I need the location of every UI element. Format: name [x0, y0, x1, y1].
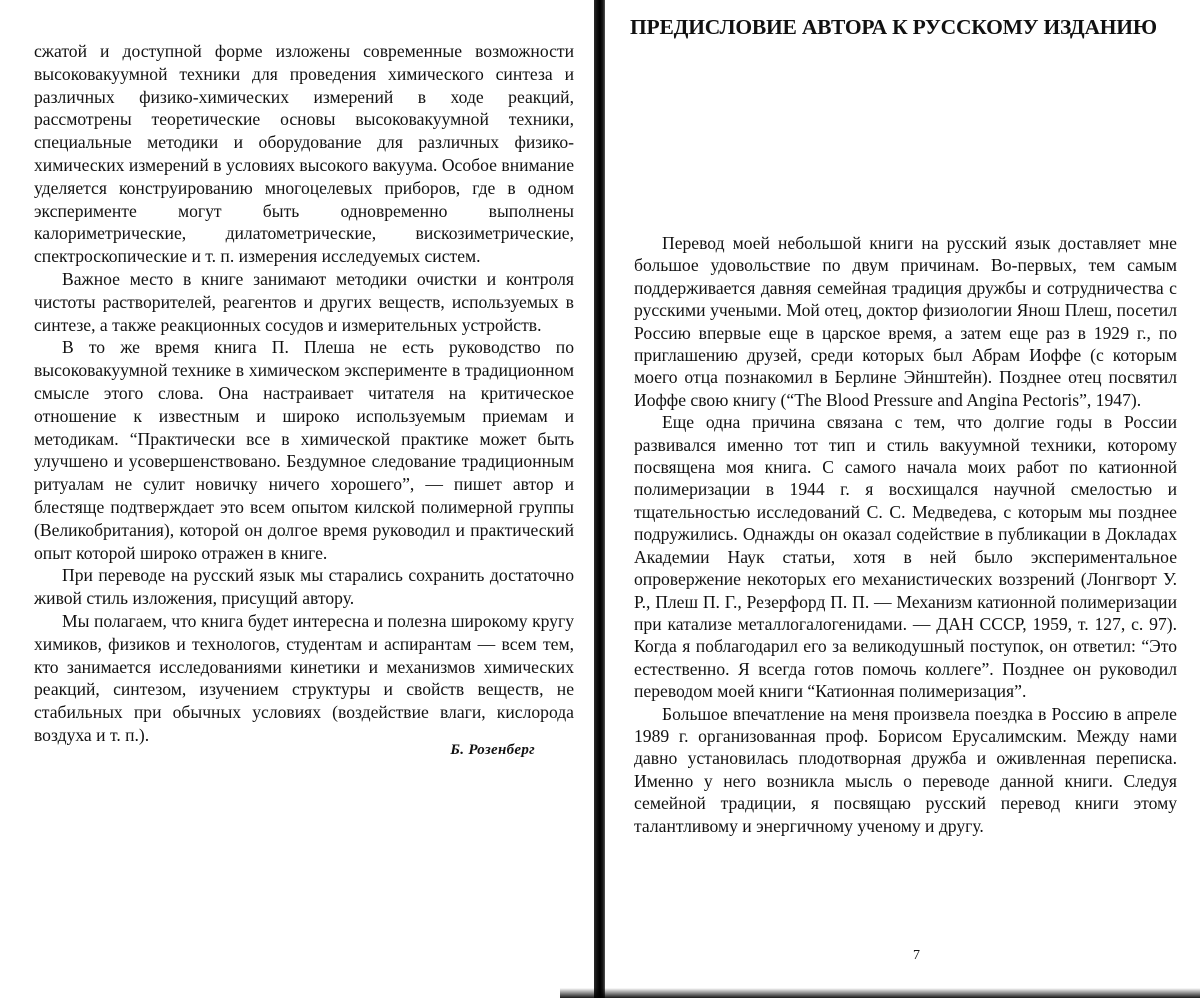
- chapter-heading: ПРЕДИСЛОВИЕ АВТОРА К РУССКОМУ ИЗДАНИЮ: [630, 15, 1157, 39]
- left-page-body: [34, 40, 574, 747]
- left-paragraph-2: Важное место в книге занимают методики очистки и контроля чистоты растворителей, реагентов и других веществ, используемых в синтезе, а также реакционных сосудов и измерительных устройств.: [34, 268, 574, 335]
- right-paragraph-1: Перевод моей небольшой книги на русский язык доставляет мне большое удовольствие по двум причинам. Во-первых, тем самым поддерживается давняя семейная традиция дружбы и сотрудничества с русскими учеными. Мой отец, доктор физиологии Янош Плеш, посетил Россию впервые еще в царское время, а затем еще раз в 1929 г., по приглашению друзей, среди которых был Абрам Иоффе (с которым моего отца познакомил в Берлине Эйнштейн). Позднее отец посвятил Иоффе свою книгу (“The Blood Pressure and Angina Pectoris”, 1947).: [634, 233, 1177, 410]
- left-page: [0, 0, 595, 998]
- right-page-body: [634, 232, 1177, 837]
- left-paragraph-1: сжатой и доступной форме изложены современные возможности высоковакуумной техники для проведения химического синтеза и различных физико-химических измерений в ходе реакций, рассмотрены теоретические основы высоковакуумной техники, специальные методики и оборудование для различных физико-химических измерений в условиях высокого вакуума. Особое внимание уделяется конструированию многоцелевых приборов, где в одном эксперименте могут быть одновременно выполнены калориметрические, дилатометрические, вискозиметрические, спектроскопические и т. п. измерения исследуемых систем.: [34, 41, 574, 267]
- right-paragraph-2: Еще одна причина связана с тем, что долгие годы в России развивался именно тот тип и стиль вакуумной техники, которому посвящена моя книга. С самого начала моих работ по катионной полимеризации в 1944 г. я восхищался научной смелостью и тщательностью исследований С. С. Медведева, с которым мы позднее подружились. Однажды он оказал содействие в публикации в Докладах Академии Наук статьи, хотя в ней было экспериментальное опровержение некоторых его механистических воззрений (Лонгворт У. Р., Плеш П. Г., Резерфорд П. П. — Механизм катионной полимеризации при катализе металлогалогенидами. — ДАН СССР, 1959, т. 127, с. 97). Когда я поблагодарил его за великодушный поступок, он ответил: “Это естественно. Я всегда готов помочь коллеге”. Позднее он руководил переводом моей книги “Катионная полимеризация”.: [634, 412, 1177, 702]
- bottom-edge-shadow: [560, 988, 1200, 998]
- right-page: [605, 0, 1200, 998]
- page-number: 7: [913, 948, 920, 963]
- left-paragraph-5: Мы полагаем, что книга будет интересна и полезна широкому кругу химиков, физиков и технологов, студентам и аспирантам — всем тем, кто занимается исследованиями кинетики и механизмов химических реакций, синтезом, изучением структуры и свойств веществ, не стабильных при обычных условиях (воздействие влаги, кислорода воздуха и т. п.).: [34, 610, 574, 745]
- left-paragraph-3: В то же время книга П. Плеша не есть руководство по высоковакуумной технике в химическом эксперименте в традиционном смысле этого слова. Она настраивает читателя на критическое отношение к известным и широко используемым приемам и методикам. “Практически все в химической практике может быть улучшено и усовершенствовано. Бездумное следование традиционным ритуалам не сулит новичку ничего хорошего”, — пишет автор и блестяще подтверждает это всем опытом килской полимерной группы (Великобритания), которой он долгое время руководил и практический опыт которой широко отражен в книге.: [34, 337, 574, 563]
- translator-signature: Б. Розенберг: [450, 742, 535, 758]
- right-paragraph-3: Большое впечатление на меня произвела поездка в Россию в апреле 1989 г. организованная проф. Борисом Ерусалимским. Между нами давно установилась плодотворная дружба и оживленная переписка. Именно у него возникла мысль о переводе данной книги. Следуя семейной традиции, я посвящаю русский перевод книги этому талантливому и энергичному ученому и другу.: [634, 703, 1177, 836]
- left-paragraph-4: При переводе на русский язык мы старались сохранить достаточно живой стиль изложения, присущий автору.: [34, 565, 574, 609]
